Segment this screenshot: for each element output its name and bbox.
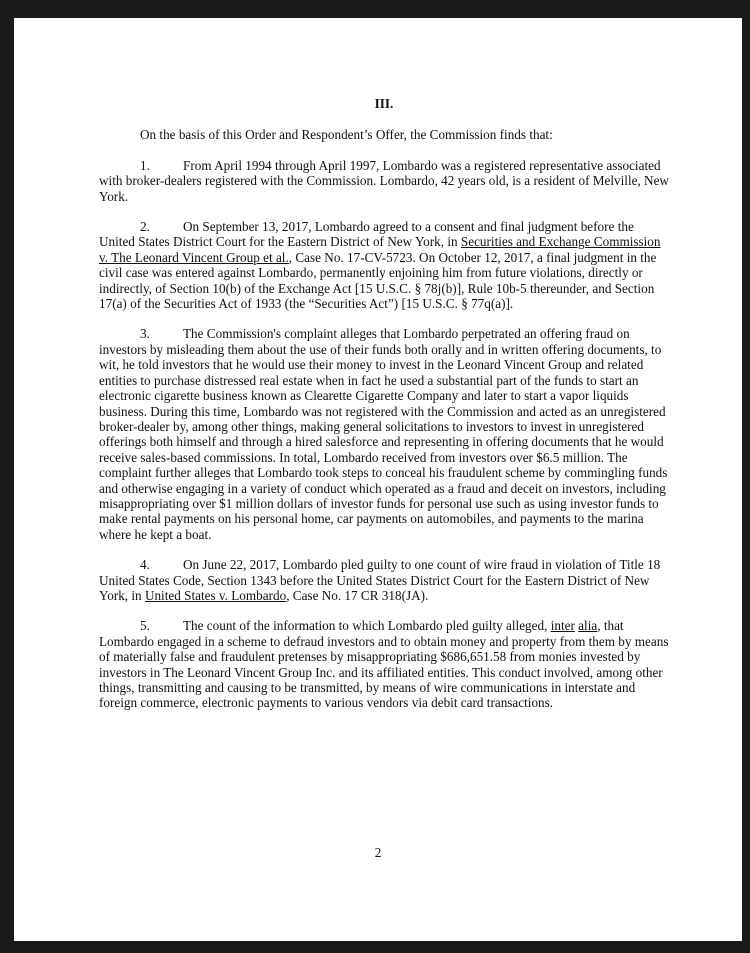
paragraph-text: The count of the information to which Lombardo pled guilty alleged, [183, 618, 551, 634]
intro-paragraph: On the basis of this Order and Respondent’s Offer, the Commission finds that: [140, 127, 553, 143]
paragraph-2 [99, 219, 669, 311]
paragraph-5 [99, 618, 669, 710]
paragraph-number: 4. [140, 557, 150, 573]
paragraph-text: , Case No. 17-CV-5723. On October 12, 2017, a final judgment in the civil case was entered against Lombardo, permanently enjoining him from future violations, directly or indirectly, of Section 10(b) of the Exchange Act [15 U.S.C. § 78j(b)], Rule 10b-5 thereunder, and Section 17(a) of the Securities Act of 1933 (the “Securities Act”) [15 U.S.C. § 77q(a)]. [99, 249, 657, 312]
paragraph-number: 1. [140, 157, 150, 173]
paragraph-number: 2. [140, 219, 150, 235]
latin-term: inter [550, 618, 575, 634]
paragraph-number: 5. [140, 618, 150, 634]
section-heading: III. [374, 96, 394, 111]
paragraph-text: The Commission's complaint alleges that Lombardo perpetrated an offering fraud on investors by misleading them about the use of their funds both orally and in written offering documents, to wit, he told investors that he would use their money to invest in the Leonard Vincent Group and related entities to purchase distressed real estate when in fact he used a substantial part of the funds to start an electronic cigarette business known as Clearette Cigarette Company and later to start a vapor liquids business. During this time, Lombardo was not registered with the Commission and acted as an unregistered broker-dealer by, among other things, making general solicitations to investors to invest in unregistered offerings both himself and through a hired salesforce and representing in offering documents that he would receive sales-based commissions. In total, Lombardo received from investors over $6.5 million. The complaint further alleges that Lombardo took steps to conceal his fraudulent scheme by commingling funds and otherwise engaging in a variety of conduct which operated as a fraud and deceit on investors, including misappropriating over $1 million dollars of investor funds for personal use such as using investor funds to make rental payments on his personal home, car payments on automobiles, and payments to the marina where he kept a boat. [99, 326, 668, 542]
paragraph-4 [99, 557, 669, 603]
document-body [99, 96, 669, 726]
paragraph-number: 3. [140, 326, 150, 342]
paragraph-3 [99, 326, 669, 542]
paragraph-1 [99, 158, 669, 204]
paragraph-text: On June 22, 2017, Lombardo pled guilty to one count of wire fraud in violation of Title 18 United States Code, Section 1343 before the United States District Court for the Eastern District of New York, in [99, 557, 661, 603]
page-number: 2 [374, 845, 382, 860]
paragraph-text: On September 13, 2017, Lombardo agreed to a consent and final judgment before the United States District Court for the Eastern District of New York, in [99, 219, 634, 250]
paragraph-text: , that Lombardo engaged in a scheme to defraud investors and to obtain money and property from them by means of materially false and fraudulent pretenses by misappropriating $686,651.58 from monies invested by investors in The Leonard Vincent Group Inc. and its affiliated entities. This conduct involved, among other things, transmitting and causing to be transmitted, by means of wire communications in interstate and foreign commerce, electronic payments to various vendors via debit card transactions. [99, 618, 669, 711]
paragraph-text: , Case No. 17 CR 318(JA). [286, 587, 429, 603]
document-page [14, 18, 742, 941]
case-citation: Securities and Exchange Commission v. The Leonard Vincent Group et al. [99, 234, 661, 265]
latin-term: alia [578, 618, 598, 634]
paragraph-text: From April 1994 through April 1997, Lombardo was a registered representative associated with broker-dealers registered with the Commission. Lombardo, 42 years old, is a resident of Melville, New York. [99, 157, 669, 204]
case-citation: United States v. Lombardo [144, 587, 287, 603]
